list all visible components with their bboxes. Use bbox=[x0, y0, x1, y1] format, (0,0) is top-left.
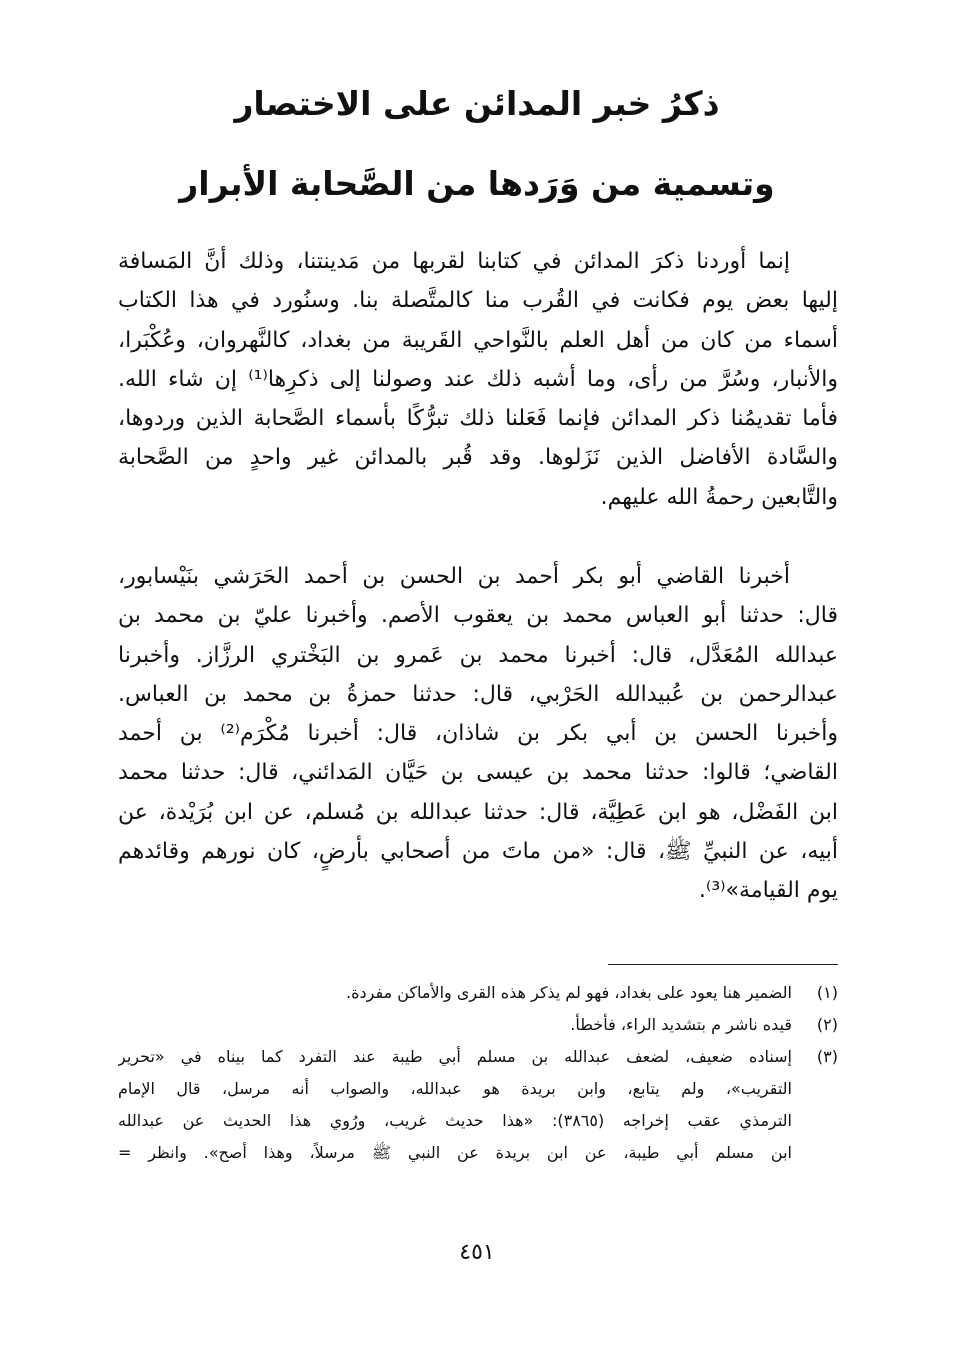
footnote-2 bbox=[118, 1009, 838, 1041]
footnote-text: قيده ناشر م بتشديد الراء، فأخطأ. bbox=[570, 1015, 792, 1034]
footnote-text: التقريب»، ولم يتابع، وابن بريدة هو عبدالله، والصواب أنه مرسل، قال الإمام bbox=[118, 1079, 792, 1098]
page-number: ٤٥١ bbox=[459, 1240, 495, 1265]
text-line: إليها بعض يوم فكانت في القُرب منا كالمتَّصلة بنا. وسنُورد في هذا الكتاب bbox=[118, 288, 838, 314]
text-line: والسَّادة الأفاضل الذين نَزَلوها. وقد قُبر بالمدائن غير واحدٍ من الصَّحابة bbox=[118, 445, 838, 471]
text-line: أسماء من كان من أهل العلم بالنَّواحي القَريبة من بغداد، كالنَّهروان، وعُكْبَرا، bbox=[118, 327, 838, 353]
footnotes bbox=[118, 977, 838, 1169]
text-line: عبدالرحمن بن عُبيدالله الحَرْبي، قال: حدثنا حمزةُ بن محمد بن العباس. bbox=[118, 681, 838, 707]
text-line: والأنبار، وسُرَّ من رأى، وما أشبه ذلك عند وصولنا إلى ذكرِها⁽¹⁾ إن شاء الله. bbox=[118, 366, 838, 392]
text-line: قال: حدثنا أبو العباس محمد بن يعقوب الأصم. وأخبرنا عليّ بن محمد بن bbox=[118, 603, 838, 629]
chapter-title-line-1: ذكرُ خبر المدائن على الاختصار bbox=[234, 84, 720, 123]
text-line: أخبرنا القاضي أبو بكر أحمد بن الحسن بن أحمد الحَرَشي بنَيْسابور، bbox=[118, 564, 790, 589]
footnote-text: الترمذي عقب إخراجه (٣٨٦٥): «هذا حديث غريب، ورُوي هذا الحديث عن عبدالله bbox=[118, 1111, 792, 1130]
text-line: القاضي؛ قالوا: حدثنا محمد بن عيسى بن حَيَّان المَدائني، قال: حدثنا محمد bbox=[118, 760, 838, 786]
text-line: عبدالله المُعَدَّل، قال: أخبرنا محمد بن عَمرو بن البَخْتري الرزَّاز. وأخبرنا bbox=[118, 642, 838, 668]
footnote-separator bbox=[608, 964, 838, 965]
paragraph-intro bbox=[118, 242, 838, 517]
text-line: إنما أوردنا ذكرَ المدائن في كتابنا لقربها من مَدينتنا، وذلك أنَّ المَسافة bbox=[118, 249, 790, 274]
footnote-number: (١) bbox=[816, 983, 838, 1002]
paragraph-hadith-chain bbox=[118, 557, 838, 911]
text-line: ابن الفَضْل، هو ابن عَطِيَّة، قال: حدثنا عبدالله بن مُسلم، عن ابن بُرَيْدة، عن bbox=[118, 799, 838, 825]
text-line: وأخبرنا الحسن بن أبي بكر بن شاذان، قال: أخبرنا مُكْرَم⁽²⁾ بن أحمد bbox=[118, 721, 838, 747]
text-line: يوم القيامة»⁽³⁾. bbox=[698, 878, 838, 904]
footnote-text: ابن مسلم أبي طيبة، عن ابن بريدة عن النبي ﷺ مرسلاً، وهذا أصح». وانظر = bbox=[118, 1143, 792, 1162]
footnote-text: إسناده ضعيف، لضعف عبدالله بن مسلم أبي طيبة عند التفرد كما بيناه في «تحرير bbox=[118, 1047, 792, 1066]
text-line: أبيه، عن النبيِّ ﷺ، قال: «من ماتَ من أصحابي بأرضٍ، كان نورهم وقائدهم bbox=[118, 839, 838, 865]
footnote-text: الضمير هنا يعود على بغداد، فهو لم يذكر هذه القرى والأماكن مفردة. bbox=[346, 983, 792, 1002]
footnote-number: (٣) bbox=[816, 1047, 838, 1066]
footnote-3 bbox=[118, 1041, 838, 1169]
footnote-1 bbox=[118, 977, 838, 1009]
footnote-number: (٢) bbox=[816, 1015, 838, 1034]
text-line: فأما تقديمُنا ذكر المدائن فإنما فَعَلنا ذلك تبرُّكًا بأسماء الصَّحابة الذين وردوها، bbox=[118, 406, 838, 432]
chapter-title-line-2: وتسمية من وَرَدها من الصَّحابة الأبرار bbox=[179, 164, 775, 203]
text-line: والتَّابعين رحمةُ الله عليهم. bbox=[600, 484, 838, 510]
